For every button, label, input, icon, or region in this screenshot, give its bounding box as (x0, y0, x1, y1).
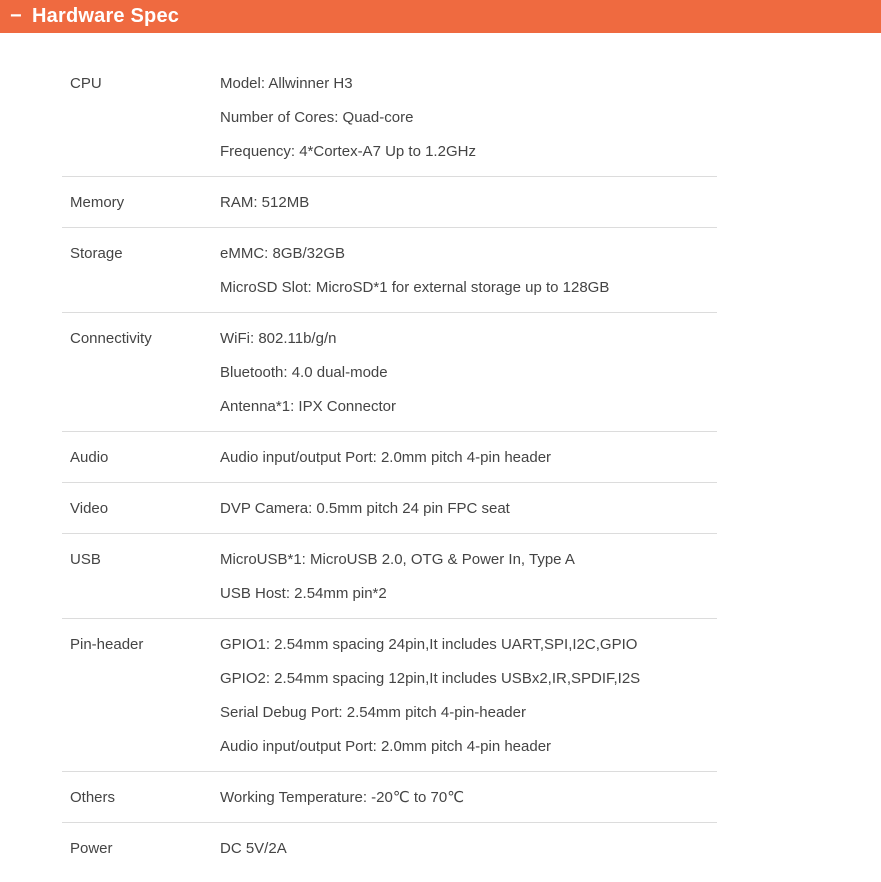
spec-values (220, 781, 717, 815)
spec-value: MicroSD Slot: MicroSD*1 for external storage up to 128GB (220, 279, 610, 296)
spec-value: Audio input/output Port: 2.0mm pitch 4-pin header (220, 449, 552, 466)
spec-value: Antenna*1: IPX Connector (220, 398, 396, 415)
spec-values (220, 441, 717, 475)
spec-values (220, 628, 717, 764)
spec-value: Working Temperature: -20℃ to 70℃ (220, 789, 465, 806)
spec-value: Serial Debug Port: 2.54mm pitch 4-pin-header (220, 704, 526, 721)
spec-row-others (62, 781, 717, 823)
spec-values (220, 237, 717, 305)
spec-value: Frequency: 4*Cortex-A7 Up to 1.2GHz (220, 143, 476, 160)
spec-label: Others (70, 789, 116, 806)
spec-label: Audio (70, 449, 109, 466)
spec-row-cpu (62, 67, 717, 177)
spec-value: GPIO1: 2.54mm spacing 24pin,It includes UART,SPI,I2C,GPIO (220, 636, 638, 653)
spec-row-memory (62, 186, 717, 228)
spec-table (62, 67, 717, 882)
spec-label: Video (70, 500, 109, 517)
spec-value: WiFi: 802.11b/g/n (220, 330, 337, 347)
spec-value: DC 5V/2A (220, 840, 287, 857)
spec-label: Pin-header (70, 636, 144, 653)
spec-label: Power (70, 840, 113, 857)
spec-value: GPIO2: 2.54mm spacing 12pin,It includes USBx2,IR,SPDIF,I2S (220, 670, 641, 687)
spec-value: Model: Allwinner H3 (220, 75, 353, 92)
spec-value: USB Host: 2.54mm pin*2 (220, 585, 387, 602)
spec-value: DVP Camera: 0.5mm pitch 24 pin FPC seat (220, 500, 510, 517)
spec-row-storage (62, 237, 717, 313)
spec-value: RAM: 512MB (220, 194, 310, 211)
collapse-icon[interactable]: − (10, 5, 22, 27)
spec-row-usb (62, 543, 717, 619)
spec-value: MicroUSB*1: MicroUSB 2.0, OTG & Power In, Type A (220, 551, 575, 568)
spec-row-video (62, 492, 717, 534)
spec-label: Storage (70, 245, 123, 262)
section-header[interactable] (0, 0, 881, 33)
spec-label: USB (70, 551, 101, 568)
spec-value: eMMC: 8GB/32GB (220, 245, 346, 262)
spec-row-power (62, 832, 717, 873)
spec-value: Audio input/output Port: 2.0mm pitch 4-pin header (220, 738, 552, 755)
spec-label: Connectivity (70, 330, 152, 347)
spec-row-connectivity (62, 322, 717, 432)
spec-values (220, 186, 717, 220)
spec-label: CPU (70, 75, 102, 92)
spec-values (220, 67, 717, 169)
spec-row-pin-header (62, 628, 717, 772)
section-title: Hardware Spec (32, 5, 180, 27)
spec-values (220, 543, 717, 611)
spec-label: Memory (70, 194, 125, 211)
spec-value: Bluetooth: 4.0 dual-mode (220, 364, 388, 381)
spec-values (220, 322, 717, 424)
spec-values (220, 832, 717, 866)
spec-values (220, 492, 717, 526)
spec-value: Number of Cores: Quad-core (220, 109, 414, 126)
spec-row-audio (62, 441, 717, 483)
